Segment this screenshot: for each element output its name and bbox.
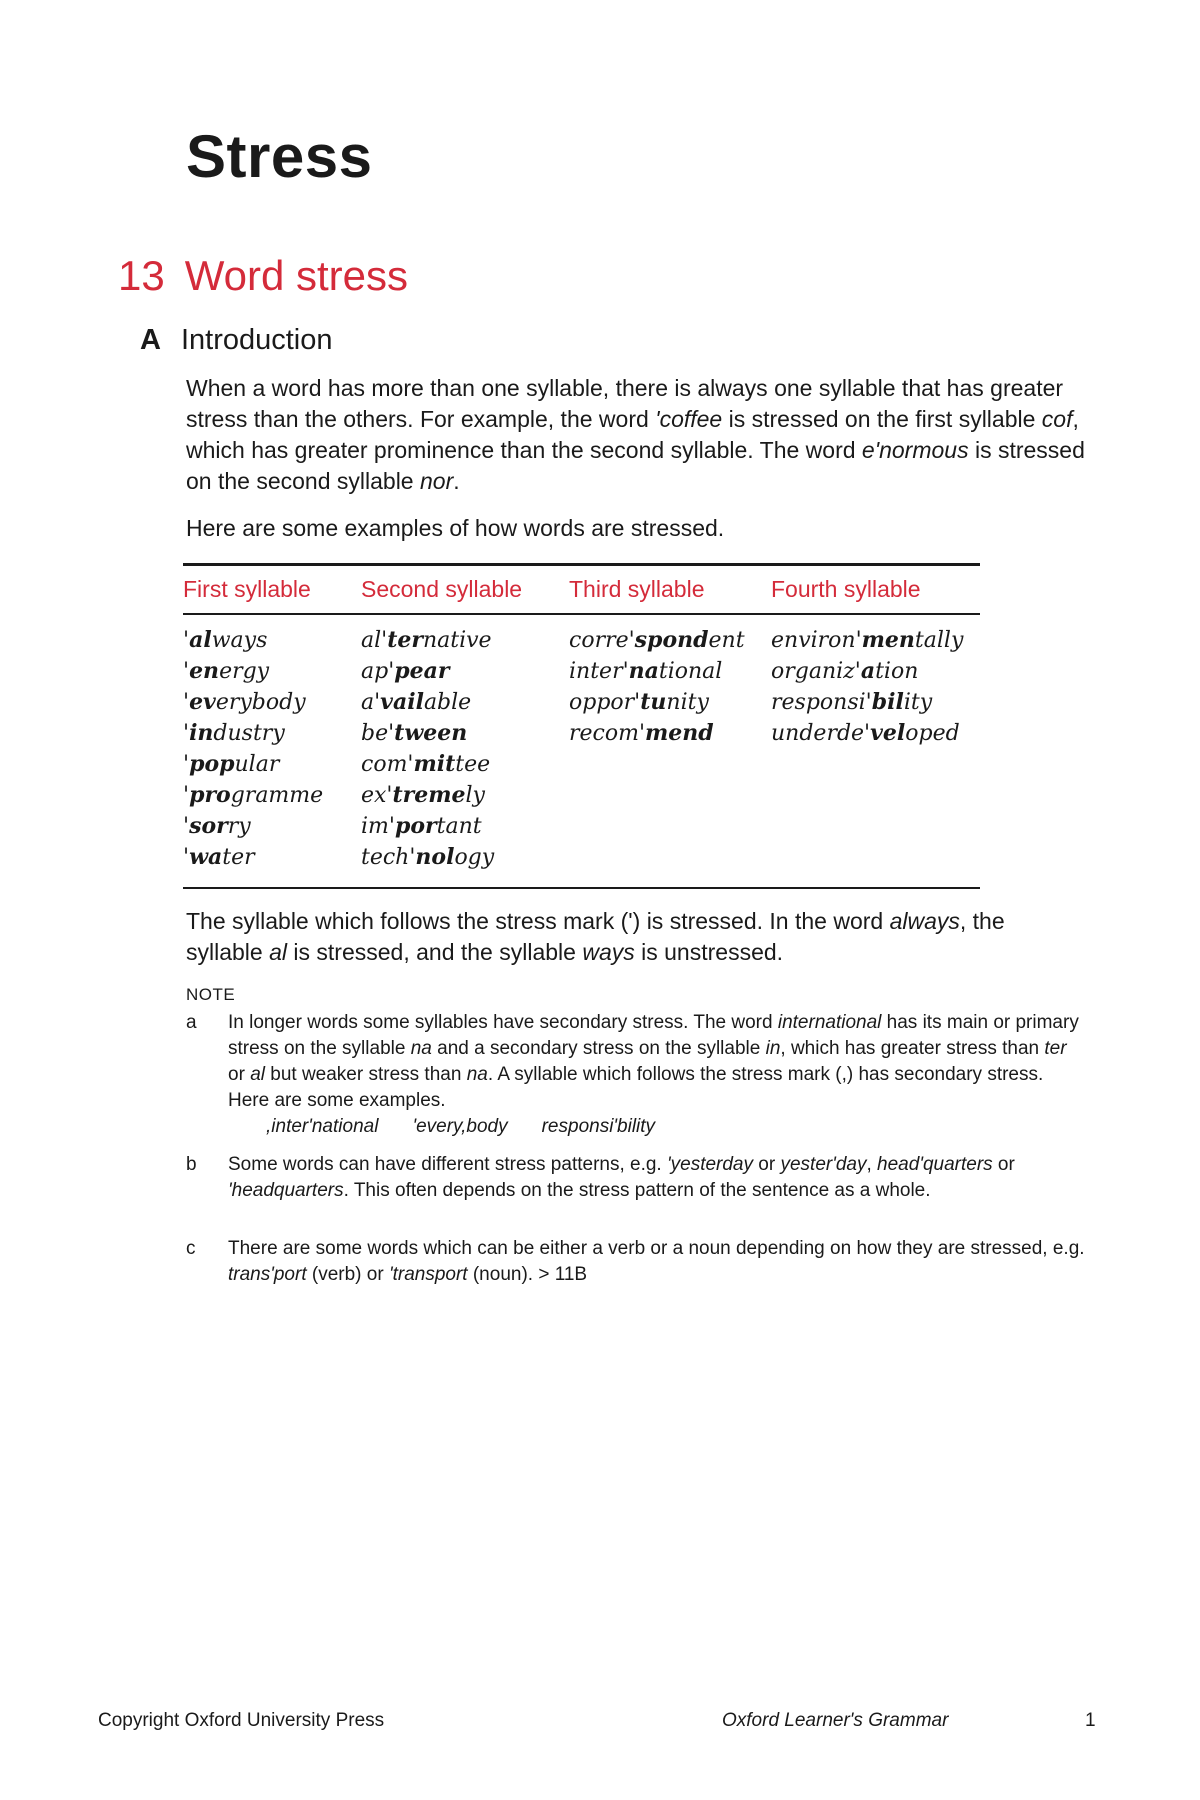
example-word: international <box>777 1012 882 1033</box>
table-cell <box>771 614 980 888</box>
stressed-syllable: mend <box>645 720 714 746</box>
unstressed-part: organiz' <box>771 659 861 684</box>
note-text <box>228 1152 1086 1204</box>
unstressed-part: underde' <box>771 721 871 746</box>
stressed-syllable: ev <box>189 689 216 715</box>
stress-word <box>183 625 361 656</box>
note-text-part: but weaker stress than <box>264 1064 467 1085</box>
intro-text: is stressed on the second syllable <box>186 437 1085 494</box>
stressed-syllable: nol <box>415 844 455 870</box>
example-syllable: na <box>410 1038 432 1059</box>
unit-title: Word stress <box>184 252 408 299</box>
stress-word <box>183 811 361 842</box>
stress-word <box>183 842 361 873</box>
example-word: 'yesterday <box>667 1154 754 1175</box>
unstressed-part: native <box>422 628 492 653</box>
stressed-syllable: por <box>394 813 437 839</box>
table-cell <box>361 614 569 888</box>
stress-word <box>771 656 980 687</box>
stressed-syllable: in <box>189 720 214 746</box>
example-syllable: na <box>466 1064 488 1085</box>
note-text-part: has its main or primary stress on the syllable <box>228 1012 1079 1059</box>
unstressed-part: tech' <box>361 845 416 870</box>
stress-word <box>361 656 569 687</box>
stressed-syllable: vel <box>870 720 906 746</box>
table-cell <box>183 614 361 888</box>
unstressed-part: ly <box>465 783 485 808</box>
unstressed-part: tally <box>914 628 964 653</box>
stressed-syllable: na <box>628 658 659 684</box>
note-text-part: (verb) or <box>306 1264 389 1285</box>
intro-text: , which has greater prominence than the second syllable. The word <box>186 406 1079 463</box>
stressed-syllable: ter <box>387 627 423 653</box>
body-text: , the syllable <box>186 908 1005 965</box>
stressed-syllable: a <box>860 658 876 684</box>
example-syllable: cof <box>1041 406 1073 432</box>
note-text <box>228 1010 1086 1114</box>
stressed-syllable: sor <box>189 813 228 839</box>
stressed-syllable: tu <box>640 689 667 715</box>
column-header: First syllable <box>183 565 361 615</box>
unstressed-part: nity <box>666 690 709 715</box>
stressed-syllable: men <box>861 627 915 653</box>
stressed-syllable: en <box>189 658 220 684</box>
stressed-syllable: pro <box>189 782 231 808</box>
note-text-part: Some words can have different stress patterns, e.g. <box>228 1154 667 1175</box>
note-text-part: or <box>228 1064 251 1085</box>
stress-word <box>361 625 569 656</box>
intro-paragraph <box>186 373 1086 497</box>
examples-intro: Here are some examples of how words are stressed. <box>186 515 725 541</box>
stress-word <box>361 718 569 749</box>
stressed-syllable: al <box>189 627 212 653</box>
word-list-second-syllable <box>361 625 569 873</box>
stress-word <box>183 687 361 718</box>
unstressed-part: dustry <box>213 721 285 746</box>
stressed-syllable: pear <box>394 658 450 684</box>
example-word: yester'day <box>780 1154 867 1175</box>
unstressed-part: tional <box>658 659 723 684</box>
stress-word <box>569 687 771 718</box>
example-word: always <box>889 908 960 934</box>
column-header: Second syllable <box>361 565 569 615</box>
unstressed-part: ' <box>183 659 190 684</box>
note-text-part: or <box>753 1154 781 1175</box>
note-label: NOTE <box>186 985 236 1004</box>
stress-word <box>183 656 361 687</box>
intro-text: . <box>453 468 460 494</box>
unstressed-part: ergy <box>219 659 270 684</box>
intro-text: When a word has more than one syllable, there is always one syllable that has greater stress than the others. For example, the word <box>186 375 1064 432</box>
stress-word <box>361 811 569 842</box>
note-letter: c <box>186 1238 196 1259</box>
stress-word <box>183 749 361 780</box>
stress-word <box>569 656 771 687</box>
stress-word <box>361 687 569 718</box>
unstressed-part: be' <box>361 721 395 746</box>
stress-word <box>361 842 569 873</box>
example-word: head'quarters <box>877 1154 993 1175</box>
stressed-syllable: spond <box>634 627 709 653</box>
note-letter: a <box>186 1012 197 1033</box>
unstressed-part: ' <box>183 721 190 746</box>
unstressed-part: ways <box>211 628 268 653</box>
stress-word <box>361 780 569 811</box>
unstressed-part: recom' <box>569 721 646 746</box>
word-list-first-syllable <box>183 625 361 873</box>
example-word: 'headquarters <box>228 1180 344 1201</box>
note-text-part: There are some words which can be either a verb or a noun depending on how they are stressed, e.g. <box>228 1238 1085 1259</box>
stress-word <box>771 718 980 749</box>
unstressed-part: ap' <box>361 659 395 684</box>
note-text <box>228 1236 1086 1288</box>
example-word: e'normous <box>861 437 969 463</box>
section-letter: A <box>140 324 161 356</box>
example-syllable: ways <box>582 939 635 965</box>
note-item-a <box>186 1010 1086 1140</box>
note-item-b <box>186 1152 1086 1204</box>
stressed-syllable: bil <box>871 689 904 715</box>
note-text-part: , which has greater stress than <box>780 1038 1045 1059</box>
note-text-part: , <box>866 1154 878 1175</box>
unstressed-part: inter' <box>569 659 629 684</box>
unstressed-part: im' <box>361 814 395 839</box>
table-header-row <box>183 565 980 615</box>
secondary-stress-examples <box>266 1114 1086 1140</box>
stress-word <box>771 687 980 718</box>
stress-word <box>569 718 771 749</box>
body-text: is unstressed. <box>634 939 784 965</box>
unstressed-part: al' <box>361 628 388 653</box>
unstressed-part: responsi' <box>771 690 872 715</box>
example-syllable: ter <box>1044 1038 1067 1059</box>
word-list-fourth-syllable <box>771 625 980 749</box>
example-syllable: al <box>269 939 288 965</box>
unstressed-part: ' <box>183 814 190 839</box>
stressed-syllable: treme <box>392 782 466 808</box>
note-letter: b <box>186 1154 197 1175</box>
unstressed-part: erybody <box>215 690 306 715</box>
stress-mark-paragraph <box>186 906 1086 968</box>
section-heading <box>140 324 333 357</box>
stressed-syllable: vail <box>380 689 424 715</box>
unstressed-part: tion <box>875 659 919 684</box>
note-text-part: or <box>992 1154 1015 1175</box>
unstressed-part: oppor' <box>569 690 641 715</box>
unstressed-part: ity <box>903 690 933 715</box>
unstressed-part: com' <box>361 752 414 777</box>
stress-word <box>361 749 569 780</box>
intro-text: is stressed on the first syllable <box>722 406 1042 432</box>
unstressed-part: ogy <box>454 845 495 870</box>
unstressed-part: ent <box>708 628 745 653</box>
unstressed-part: ular <box>234 752 280 777</box>
example-syllable: in <box>765 1038 781 1059</box>
unstressed-part: corre' <box>569 628 635 653</box>
unstressed-part: oped <box>905 721 960 746</box>
example-syllable: nor <box>420 468 454 494</box>
example-word: 'every,body <box>412 1116 508 1137</box>
note-text-part: In longer words some syllables have secondary stress. The word <box>228 1012 778 1033</box>
stress-word <box>183 780 361 811</box>
stress-word <box>569 625 771 656</box>
footer-book-title: Oxford Learner's Grammar <box>722 1710 949 1731</box>
unstressed-part: ' <box>183 690 190 715</box>
unstressed-part: tant <box>436 814 482 839</box>
example-word: responsi'bility <box>541 1116 656 1137</box>
stressed-syllable: mit <box>413 751 456 777</box>
unit-heading <box>118 252 408 300</box>
stressed-syllable: wa <box>189 844 223 870</box>
unstressed-part: ' <box>183 845 190 870</box>
unstressed-part: tee <box>455 752 491 777</box>
note-item-c <box>186 1236 1086 1288</box>
unstressed-part: able <box>423 690 472 715</box>
example-word: 'transport <box>388 1264 468 1285</box>
unstressed-part: ' <box>183 628 190 653</box>
column-header: Fourth syllable <box>771 565 980 615</box>
note-text-part: . This often depends on the stress pattern of the sentence as a whole. <box>343 1180 931 1201</box>
footer-page-number: 1 <box>1085 1710 1096 1731</box>
stress-word <box>183 718 361 749</box>
stress-examples-table <box>183 563 980 889</box>
stressed-syllable: pop <box>189 751 235 777</box>
unstressed-part: ter <box>222 845 255 870</box>
unstressed-part: ry <box>227 814 251 839</box>
example-syllable: al <box>250 1064 265 1085</box>
unstressed-part: ex' <box>361 783 393 808</box>
note-text-part: and a secondary stress on the syllable <box>431 1038 766 1059</box>
body-text: The syllable which follows the stress mark (') is stressed. In the word <box>186 908 890 934</box>
part-title: Stress <box>186 123 373 190</box>
table-row <box>183 614 980 888</box>
unstressed-part: ' <box>183 783 190 808</box>
note-text-part: . A syllable which follows the stress mark (,) has secondary stress. Here are some examples. <box>228 1064 1044 1111</box>
word-list-third-syllable <box>569 625 771 749</box>
unstressed-part: ' <box>183 752 190 777</box>
example-word: trans'port <box>228 1264 307 1285</box>
body-text: is stressed, and the syllable <box>287 939 583 965</box>
unstressed-part: a' <box>361 690 381 715</box>
note-text-part: (noun). > 11B <box>467 1264 588 1285</box>
section-title: Introduction <box>180 324 333 356</box>
unit-number: 13 <box>118 252 165 299</box>
unstressed-part: environ' <box>771 628 862 653</box>
column-header: Third syllable <box>569 565 771 615</box>
table-cell <box>569 614 771 888</box>
example-word: 'coffee <box>655 406 723 432</box>
unstressed-part: gramme <box>230 783 324 808</box>
footer-copyright: Copyright Oxford University Press <box>98 1710 385 1731</box>
stressed-syllable: tween <box>394 720 468 746</box>
stress-word <box>771 625 980 656</box>
example-word: ,inter'national <box>266 1116 379 1137</box>
